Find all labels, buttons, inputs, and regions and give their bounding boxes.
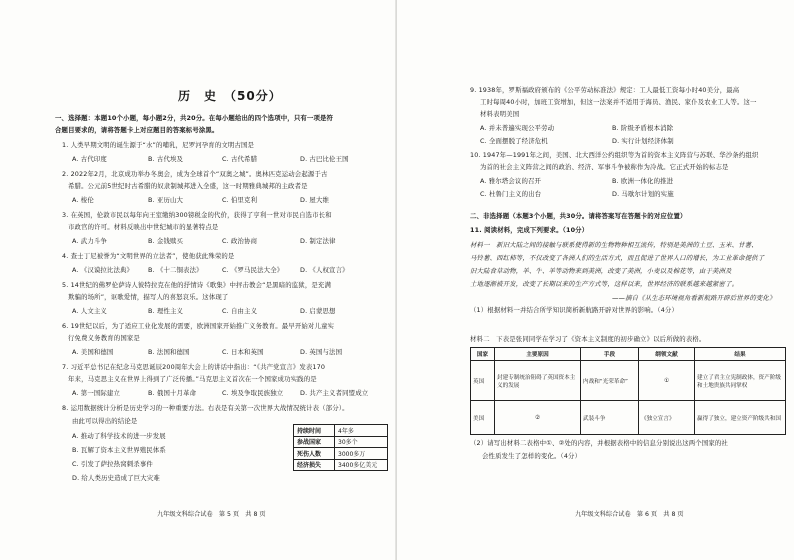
q10-stem-line2: 为首的社会主义阵营之间的政治、经济、军事斗争被称作为冷战。它正式开始的标志是 [480,163,729,171]
table-row [294,425,388,437]
material1-line3: 旧大陆食草动物，羊、牛、羊等动物来到美洲，改变了美洲，小麦以及棉花等，由于美洲及 [470,267,732,275]
q8-option-d: D. 给人类历史造成了巨大灾难 [72,474,160,482]
q5-option-b: B. 理性主义 [148,307,184,315]
q1-option-a: A. 古代印度 [72,155,107,163]
table-cell: 建立了君主立宪制政体，资产阶级和土地贵族共同掌权 [695,361,786,401]
q6-option-d: D. 英国与法国 [300,348,343,356]
q6-stem-line1: 6. 19世纪以后，为了适应工业化发展的需要，欧洲国家开始推广义务教育。最早开始对儿童实 [62,322,335,330]
stat-label: 死伤人数 [294,448,335,460]
q5-option-a: A. 人文主义 [72,307,107,315]
q3-option-c: C. 政治协商 [222,237,258,245]
q8-stem-line2: 由此可以得出的结论是 [72,417,138,425]
stat-label: 持续时间 [294,425,335,437]
q7-option-c: C. 埃及争取民族独立 [222,389,284,397]
section1-header-line2: 合题目要求的，请将答题卡上对应题目的答案标号涂黑。 [55,126,219,134]
q11-part2-line2: 会性质发生了怎样的变化。（4分） [482,452,582,460]
table-cell: 美国 [471,401,495,435]
q10-option-c: C. 杜鲁门主义的出台 [480,190,542,198]
material2-intro: 材料二 下表是张同同学在学习了《资本主义制度的初步确立》以后所做的表格。 [470,335,706,343]
table-cell: 赢得了独立，建立资产阶级共和国 [695,401,786,435]
section1-header-line1: 一、选择题：本题10个小题，每小题2分，共20分。在每小题给出的四个选项中，只有一项是符 [55,114,334,122]
table-cell: 英国 [471,361,495,401]
q3-option-b: B. 金钱赎买 [148,237,184,245]
table-row [294,459,388,471]
table-cell: 内战和“光荣革命” [581,361,639,401]
table-row [471,401,786,435]
q6-option-c: C. 日本和英国 [222,348,264,356]
q9-stem-line3: 材料表明美国 [480,110,520,118]
q1-option-c: C. 古代希腊 [222,155,258,163]
q2-option-b: B. 亚历山大 [148,196,184,204]
capitalism-table [470,347,786,435]
q5-option-d: D. 启蒙思想 [300,307,336,315]
q4-option-c: C. 《罗马民法大全》 [222,266,284,274]
table-row [294,436,388,448]
q8-stem-line1: 8. 运用数据统计分析是历史学习的一种重要方法。右表是有关第一次世界大战情况统计表（部分）。 [62,404,349,412]
table-cell: 《独立宣言》 [639,401,695,435]
table-cell: 封建专制统治阻碍了英国资本主义的发展 [495,361,581,401]
q2-stem-line1: 2. 2022年2月，北京成功举办冬奥会，成为全球首个“双奥之城”。奥林匹克运动会起源于古 [62,170,328,178]
material1-line4: 土地逐渐被开发，改变了长期以来的生产方式等，这样以来，世界经济的联系越来越紧密了。 [470,280,739,288]
q3-option-d: D. 制定法律 [300,237,336,245]
q7-option-b: B. 俄国十月革命 [148,389,197,397]
stat-label: 参战国家 [294,436,335,448]
q5-stem-line2: 欺骗的场所”，讴歌爱情，描写人的喜怒哀乐。这体现了 [68,293,229,301]
q9-option-b: B. 阶级矛盾根本消除 [612,124,674,132]
q10-stem-line1: 10. 1947年—1991年之间，美国、北大西洋公约组织等为首的资本主义阵营与苏联、华沙条约组织 [470,151,759,159]
q2-stem-line2: 希腊。公元前5世纪时古希腊的奴隶制城邦进入全盛，这一时期雅典城邦的主政者是 [68,182,308,190]
q5-option-c: C. 自由主义 [222,307,258,315]
q11-title: 11. 阅读材料，完成下列要求。（10分） [470,226,589,234]
right-exam-page [397,0,794,560]
table-cell: 武装斗争 [581,401,639,435]
stat-label: 经济损失 [294,459,335,471]
table-row [471,361,786,401]
stat-value: 3400多亿美元 [335,459,388,471]
q4-stem: 4. 查士丁尼被誉为“文明世界的立法者”，使他获此殊荣的是 [62,252,235,260]
table-header-cell: 手段 [581,348,639,361]
material1-line2: 马铃薯、西红柿等，不仅改变了各洲人们的生活方式，而且促进了世界人口的增长，为工业革命提供了 [470,254,765,262]
q9-option-c: C. 全面摆脱了经济危机 [480,137,548,145]
q6-option-b: B. 法国和德国 [148,348,190,356]
q7-stem-line1: 7. 习近平总书记在纪念马克思诞辰200周年大会上的讲话中指出：“《共产党宣言》发表170 [62,363,326,371]
q7-option-a: A. 第一国际建立 [72,389,121,397]
table-header-cell: 国家 [471,348,495,361]
q8-option-a: A. 推动了科学技术的进一步发展 [72,432,166,440]
material1-source: ——摘自《从生态环境视角看新航路开辟后世界的变化》 [612,294,776,302]
q4-option-a: A. 《汉谟拉比法典》 [72,266,134,274]
q5-stem-line1: 5. 14世纪的佛罗伦萨诗人彼特拉克在他的抒情诗《歌集》中抨击教会“是黑暗的监狱，是充满 [62,281,332,289]
q9-stem-line2: 工时每周40小时，加班工资增加，但这一法案并不适用于海员、渔民、家仆及农业工人等。这一 [480,98,757,106]
material1-line1: 材料一 新旧大陆之间的接触与联系使得新的生物物种相互流传，特别是美洲的土豆、玉米、甘薯、 [470,241,758,249]
q2-option-a: A. 梭伦 [72,196,94,204]
q4-option-b: B. 《十二铜表法》 [148,266,203,274]
q1-stem: 1. 人类早期文明的诞生源于“水”的哺乳，尼罗河孕育的文明古国是 [62,141,255,149]
q2-option-c: C. 伯里克利 [222,196,258,204]
q3-stem-line1: 3. 在英国，伦敦市民以每年向王室缴纳300镑税金的代价，获得了亨利一世对市民自选市长和 [62,211,332,219]
table-cell: ② [495,401,581,435]
q11-part1: （1）根据材料一并结合所学知识简析新航路开辟对世界的影响。（4分） [470,306,678,314]
page-footer: 九年级文科综合试卷 第 5 页 共 8 页 [157,511,266,518]
ww1-stat-table [293,424,388,471]
q11-part2-line1: （2）请写出材料二表格中①、②处的内容，并根据表格中的信息分别说出这两个国家的社 [470,439,728,447]
q8-option-b: B. 瓦解了资本主义世界殖民体系 [72,446,166,454]
section2-header: 二、非选择题（本题3个小题，共30分。请将答案写在答题卡的对应位置） [470,212,687,220]
table-cell: ① [639,361,695,401]
table-header-cell: 主要原因 [495,348,581,361]
stat-value: 3000多万 [335,448,388,460]
table-row [294,448,388,460]
q4-option-d: D. 《人权宣言》 [300,266,349,274]
table-header-cell: 结果 [695,348,786,361]
q10-option-d: D. 马歇尔计划的实施 [612,190,674,198]
q2-option-d: D. 屋大维 [300,196,330,204]
table-header-row [471,348,786,361]
q3-option-a: A. 武力斗争 [72,237,107,245]
q9-option-a: A. 并未普遍实现公平劳动 [480,124,555,132]
q9-stem-line1: 9. 1938年，罗斯福政府颁布的《公平劳动标准法》规定：工人最低工资每小时40美分，最高 [470,86,740,94]
page-footer: 九年级文科综合试卷 第 6 页 共 8 页 [575,511,684,518]
stat-value: 30多个 [335,436,388,448]
q6-option-a: A. 美国和德国 [72,348,114,356]
table-header-cell: 纲领文献 [639,348,695,361]
page-title: 历 史 （50分） [178,89,282,103]
q9-option-d: D. 实行计划经济体制 [612,137,674,145]
q10-option-b: B. 欧洲一体化的推进 [612,177,674,185]
q3-stem-line2: 市政官的许可。材料反映出中世纪城市的显著特点是 [68,223,219,231]
q1-option-b: B. 古代埃及 [148,155,184,163]
q7-option-d: D. 共产主义者同盟成立 [300,389,369,397]
q8-option-c: C. 引发了萨拉热窝刺杀事件 [72,460,153,468]
stat-value: 4年多 [335,425,388,437]
q10-option-a: A. 雅尔塔会议的召开 [480,177,542,185]
q7-stem-line2: 年来，马克思主义在世界上得到了广泛传播。”马克思主义首次在一个国家成功实践的是 [68,375,317,383]
q1-option-d: D. 古巴比伦王国 [300,155,349,163]
q6-stem-line2: 行免费义务教育的国家是 [68,334,140,342]
